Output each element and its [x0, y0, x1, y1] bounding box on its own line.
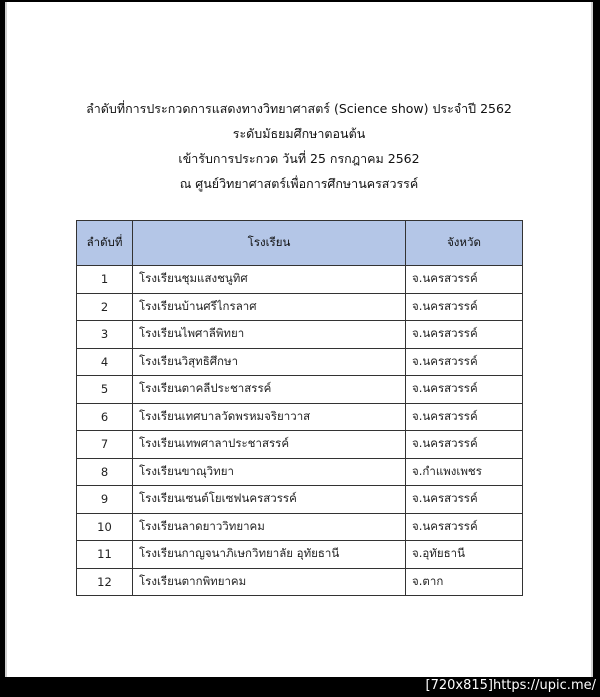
column-header-province: จังหวัด	[406, 221, 523, 266]
province: จ.ตาก	[406, 568, 523, 596]
school-name: โรงเรียนกาญจนาภิเษกวิทยาลัย อุทัยธานี	[133, 541, 406, 569]
table-row	[77, 486, 523, 514]
school-name: โรงเรียนขาณุวิทยา	[133, 458, 406, 486]
province: จ.นครสวรรค์	[406, 321, 523, 349]
province: จ.อุทัยธานี	[406, 541, 523, 569]
title-line-2: ระดับมัธยมศึกษาตอนต้น	[232, 126, 366, 141]
school-name: โรงเรียนตาคลีประชาสรรค์	[133, 376, 406, 404]
table-row	[77, 293, 523, 321]
row-number: 6	[77, 403, 133, 431]
row-number: 2	[77, 293, 133, 321]
table-row	[77, 266, 523, 294]
school-name: โรงเรียนเทพศาลาประชาสรรค์	[133, 431, 406, 459]
province: จ.นครสวรรค์	[406, 403, 523, 431]
province: จ.นครสวรรค์	[406, 486, 523, 514]
table-row	[77, 376, 523, 404]
row-number: 5	[77, 376, 133, 404]
table-row	[77, 458, 523, 486]
province: จ.นครสวรรค์	[406, 376, 523, 404]
table-row	[77, 568, 523, 596]
province: จ.กำแพงเพชร	[406, 458, 523, 486]
column-header-no: ลำดับที่	[77, 221, 133, 266]
school-name: โรงเรียนวิสุทธิศึกษา	[133, 348, 406, 376]
school-name: โรงเรียนชุมแสงชนูทิศ	[133, 266, 406, 294]
school-name: โรงเรียนลาดยาววิทยาคม	[133, 513, 406, 541]
row-number: 4	[77, 348, 133, 376]
table-row	[77, 321, 523, 349]
school-name: โรงเรียนบ้านศรีไกรลาศ	[133, 293, 406, 321]
province: จ.นครสวรรค์	[406, 513, 523, 541]
province: จ.นครสวรรค์	[406, 266, 523, 294]
title-line-4: ณ ศูนย์วิทยาศาสตร์เพื่อการศึกษานครสวรรค์	[179, 176, 419, 191]
title-line-3: เข้ารับการประกวด วันที่ 25 กรกฎาคม 2562	[178, 151, 420, 166]
school-name: โรงเรียนไพศาลีพิทยา	[133, 321, 406, 349]
province: จ.นครสวรรค์	[406, 348, 523, 376]
school-name: โรงเรียนตากพิทยาคม	[133, 568, 406, 596]
province: จ.นครสวรรค์	[406, 431, 523, 459]
row-number: 10	[77, 513, 133, 541]
document-page	[5, 2, 593, 677]
province: จ.นครสวรรค์	[406, 293, 523, 321]
image-watermark: [720x815]https://upic.me/	[425, 678, 596, 693]
table-row	[77, 403, 523, 431]
row-number: 11	[77, 541, 133, 569]
table-header-row	[77, 221, 523, 266]
results-table	[76, 220, 523, 596]
row-number: 7	[77, 431, 133, 459]
table-row	[77, 513, 523, 541]
row-number: 12	[77, 568, 133, 596]
title-line-1: ลำดับที่การประกวดการแสดงทางวิทยาศาสตร์ (Science show) ประจำปี 2562	[86, 101, 512, 116]
table-row	[77, 348, 523, 376]
column-header-school: โรงเรียน	[133, 221, 406, 266]
row-number: 9	[77, 486, 133, 514]
row-number: 3	[77, 321, 133, 349]
table-row	[77, 431, 523, 459]
row-number: 1	[77, 266, 133, 294]
table-row	[77, 541, 523, 569]
school-name: โรงเรียนเซนต์โยเซฟนครสวรรค์	[133, 486, 406, 514]
document-title	[7, 96, 591, 196]
school-name: โรงเรียนเทศบาลวัดพรหมจริยาวาส	[133, 403, 406, 431]
row-number: 8	[77, 458, 133, 486]
